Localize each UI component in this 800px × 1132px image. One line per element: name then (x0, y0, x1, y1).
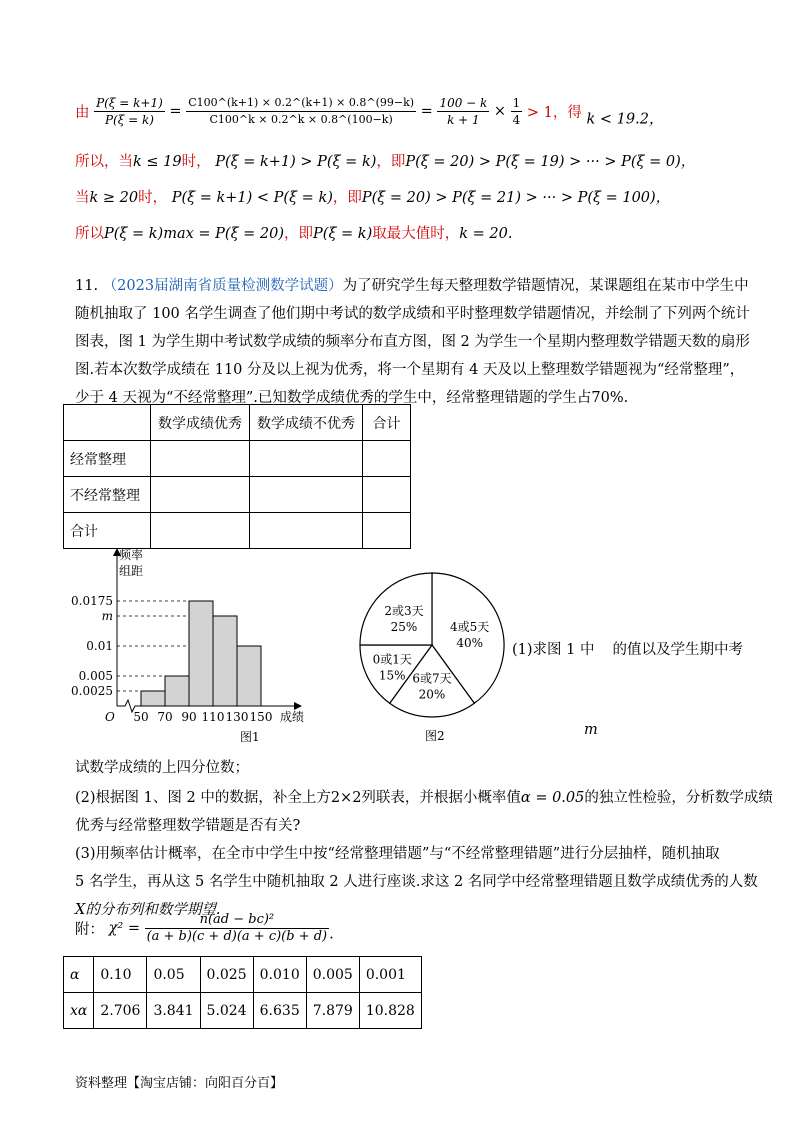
y-tick-label: 0.0025 (71, 684, 113, 698)
ratio-fraction: $\frac{P(\xi = k+1)}{P(\xi = k)}$ (96, 96, 163, 127)
figure-1-caption: 图1 (240, 730, 260, 744)
problem-statement: 11. （2023届湖南省质量检测数学试题）为了研究学生每天整理数学错题情况，某课题组在某市中学生中 随机抽取了 100 名学生调查了他们期中考试的数学成绩和平时整理数学错题情况，并绘制了下列两个统计 图表，图 1 为学生期中考试数学成绩的频率分布直方图，图 2 为学生一个星期内整理数学错题天数的扇形 图.若本次数学成绩在 110 分及以上视为优秀，将一个星期有 4 天及以上整理数学错题视为“经常整理”， 少于 4 天视为“不经常整理”.已知数学成绩优秀的学生中，经常整理错题的学生占70%. (75, 278, 750, 406)
quarter-fraction: $\frac{1}{4}$ (512, 96, 521, 127)
problem-number: 11. (75, 278, 99, 294)
table-row: 经常整理 (64, 441, 411, 477)
histogram-bar (213, 616, 237, 706)
histogram-bar (189, 601, 213, 706)
critical-value-table (63, 956, 422, 1029)
table-row: 不经常整理 (64, 477, 411, 513)
x-axis-label: 成绩 (280, 710, 305, 724)
pie-label: 2或3天 (384, 603, 424, 618)
x-tick-label: 90 (181, 710, 197, 724)
y-tick-label: 0.005 (78, 669, 113, 683)
solution-you: 由 (75, 105, 90, 121)
solution-tail: > 1，得 (526, 105, 582, 121)
table-row: xα 2.706 3.841 5.024 6.635 7.879 10.828 (64, 993, 422, 1029)
binomial-fraction: $\frac{C100\^{}(k+1) \times 0.2\^{}(k+1) \times 0.8\^{}(99-k)}{C100\^{}k \times 0.2\^{}k \times 0.8\^{}(100-k)}$ (188, 96, 415, 126)
histogram-bar (237, 646, 261, 706)
y-axis-label-top: 频率 (119, 548, 144, 562)
x-tick-label: 110 (201, 710, 225, 724)
simplified-fraction: $\frac{100 - k}{k + 1}$ (439, 96, 488, 127)
y-tick-label: m (101, 609, 113, 623)
pie-label: 6或7天 (412, 671, 452, 686)
solution-line-2: 所以，当k ≤ 19时， P(ξ = k+1) > P(ξ = k)，即P(ξ = 20) > P(ξ = 19) > ··· > P(ξ = 0)， (75, 154, 696, 170)
pie-value-label: 40% (456, 635, 483, 650)
chi-square-formula: 附： χ² = $\frac{\text{n(ad − bc)²}}{(a + b)(c + d)(a + c)(b + d)}$ . (75, 912, 334, 944)
histogram-bar (141, 691, 165, 706)
histogram-chart (55, 545, 320, 745)
pie-chart (355, 560, 515, 746)
solution-line-1: 由 $\frac{P(\xi = k+1)}{P(\xi = k)}$ = $\frac{C100\^{}(k+1) \times 0.2\^{}(k+1) \times 0.8\^{}(99-k)}{C100\^{}k \times 0.2\^{}k \times 0.8\^{}(100-k)}$ = $\frac{100 - k}{k + 1}$ × $\frac{1}{4}$ > 1，得 k < 19.2， (75, 96, 664, 128)
x-tick-label: 150 (249, 710, 273, 724)
pie-label: 0或1天 (372, 652, 412, 667)
histogram-bar (165, 676, 189, 706)
x-tick-label: 70 (157, 710, 173, 724)
contingency-table (63, 404, 411, 549)
solution-line-3: 当k ≥ 20时， P(ξ = k+1) < P(ξ = k)，即P(ξ = 20) > P(ξ = 21) > ··· > P(ξ = 100)， (75, 190, 671, 206)
x-tick-label: 50 (133, 710, 149, 724)
problem-source: （2023届湖南省质量检测数学试题） (102, 278, 343, 294)
y-axis-label-bottom: 组距 (119, 564, 144, 578)
m-variable: m (584, 722, 598, 738)
questions-block: 试数学成绩的上四分位数； (2)根据图 1、图 2 中的数据，补全上方2×2列联表，并根据小概率值α = 0.05的独立性检验，分析数学成绩 优秀与经常整理数学错题是否有关? (3)用频率估计概率，在全市中学生中按“经常整理错题”与“不经常整理错题”进行分层抽样，随机抽取 5 名学生，再从这 5 名学生中随机抽取 2 人进行座谈.求这 2 名同学中经常整理错题且数学成绩优秀的人数 X的分布列和数学期望. (75, 760, 773, 918)
pie-value-label: 15% (378, 668, 406, 683)
pie-value-label: 20% (418, 687, 446, 702)
table-row: 数学成绩优秀 数学成绩不优秀 合计 (64, 405, 411, 441)
y-tick-label: 0.0175 (71, 594, 113, 608)
pie-value-label: 25% (390, 619, 418, 634)
pie-label: 4或5天 (450, 619, 490, 634)
y-tick-label: 0.01 (86, 639, 113, 653)
table-row: 合计 (64, 513, 411, 549)
origin-label: O (105, 710, 115, 724)
footer: 资料整理【淘宝店铺：向阳百分百】 (75, 1076, 284, 1091)
table-row: α 0.10 0.05 0.025 0.010 0.005 0.001 (64, 957, 422, 993)
x-tick-label: 130 (225, 710, 249, 724)
question-1-start: (1)求图 1 中 的值以及学生期中考 (512, 642, 743, 658)
alpha-value: α = 0.05 (520, 790, 585, 806)
solution-line-4: 所以P(ξ = k)max = P(ξ = 20)，即P(ξ = k)取最大值时，k = 20. (75, 226, 513, 242)
k-bound: k < 19.2， (586, 111, 664, 128)
figure-2-caption: 图2 (425, 729, 445, 743)
